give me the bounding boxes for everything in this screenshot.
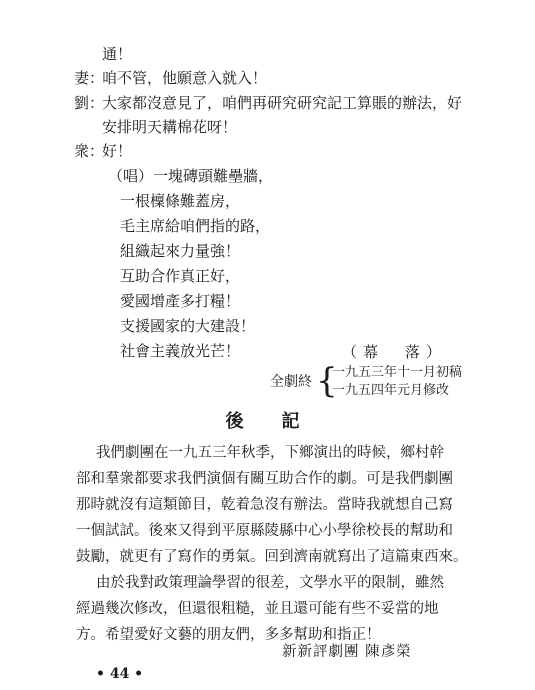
song-line: 社會主義放光芒！ — [120, 342, 241, 360]
speech: 安排明天耩棉花呀！ — [102, 118, 238, 136]
dialogue-line-continuation — [102, 117, 237, 137]
dialogue-line — [74, 93, 462, 113]
afterword-line: 由於我對政策理論學習的很差，文學水平的限制，雖然 — [96, 575, 444, 591]
afterword-line: 方。希望愛好文藝的朋友們，多多幫助和指正！ — [76, 627, 381, 643]
speaker: 劉： — [74, 94, 105, 112]
revision-date: 一九五四年元月修改 — [332, 383, 450, 398]
dialogue-line — [74, 68, 267, 88]
dialogue-line — [74, 141, 132, 161]
speech: 咱不管，他願意入就入！ — [102, 69, 268, 87]
afterword-title: 後 記 — [225, 411, 310, 432]
afterword-line: 鼓勵，就更有了寫作的勇氣。回到濟南就寫出了這篇東西來。 — [76, 549, 468, 565]
song-line: 愛國增產多打糧！ — [120, 292, 241, 310]
brace-mark: { — [316, 361, 338, 401]
afterword-line: 經過幾次修改，但還很粗糙，並且還可能有些不妥當的地 — [76, 601, 439, 617]
song-line: 互助合作真正好， — [120, 267, 241, 285]
afterword-line: 那時就沒有這類節目，乾着急沒有辦法。當時我就想自己寫 — [76, 497, 453, 513]
afterword-line: 部和羣衆都要求我們演個有關互助合作的劇。可是我們劇團 — [76, 471, 453, 487]
afterword-line: 一個試試。後來又得到平原縣陵縣中心小學徐校長的幫助和 — [76, 523, 453, 539]
song-line: （唱）一塊磚頭難壘牆， — [108, 167, 274, 185]
song-line: 組織起來力量強！ — [120, 242, 241, 260]
page-number: • 44 • — [96, 666, 144, 682]
speech: 好！ — [102, 142, 133, 160]
author-signature: 新新評劇團 陳彥榮 — [282, 644, 412, 660]
song-line: 毛主席給咱們指的路， — [120, 217, 271, 235]
song-line: 一根檁條難蓋房， — [120, 192, 241, 210]
completion-label: 全劇終 — [270, 374, 312, 390]
afterword-line: 我們劇團在一九五三年秋季，下鄉演出的時候，鄉村幹 — [96, 445, 444, 461]
curtain-note: （幕 落） — [342, 343, 448, 361]
speech: 大家都沒意見了，咱們再研究研究記工算賬的辦法，好 — [102, 94, 463, 112]
speaker: 妻： — [74, 69, 105, 87]
speaker: 衆： — [74, 142, 105, 160]
song-line: 支援國家的大建設！ — [120, 317, 256, 335]
dialogue-continuation: 通！ — [102, 45, 133, 63]
draft-date: 一九五三年十一月初稿 — [332, 365, 463, 380]
